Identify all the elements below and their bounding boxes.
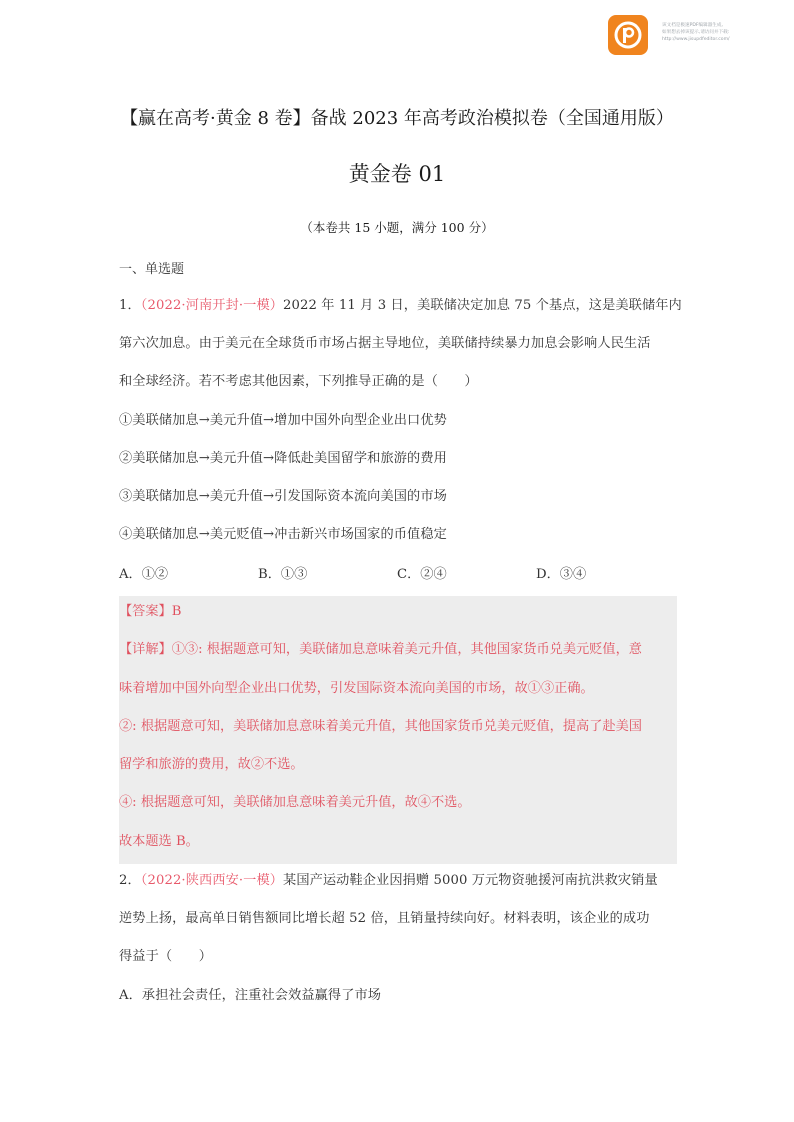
q1-explanation-2: 味着增加中国外向型企业出口优势，引发国际资本流向美国的市场，故①③正确。 bbox=[119, 681, 594, 696]
q2-line-1 bbox=[119, 869, 679, 888]
watermark-notice bbox=[662, 22, 782, 43]
q1-line-3: 和全球经济。若不考虑其他因素，下列推导正确的是（ ） bbox=[119, 374, 478, 389]
q1-conclusion: 故本题选 B。 bbox=[119, 834, 199, 849]
p-letter-icon bbox=[613, 20, 643, 50]
q1-statement-3: ③美联储加息→美元升值→引发国际资本流向美国的市场 bbox=[119, 489, 447, 504]
q1-explanation-3: ②: 根据题意可知，美联储加息意味着美元升值，其他国家货币兑美元贬值，提高了赴美国 bbox=[119, 719, 642, 734]
paper-scope: （本卷共 15 小题，满分 100 分） bbox=[300, 220, 494, 235]
watermark-line-1: 该文档是极速PDF编辑器生成, bbox=[662, 23, 723, 28]
watermark-line-2: 如果想去掉该提示,请访问并下载: bbox=[662, 30, 730, 35]
q1-statement-4: ④美联储加息→美元贬值→冲击新兴市场国家的币值稳定 bbox=[119, 527, 447, 542]
q1-line-1 bbox=[119, 294, 682, 313]
q1-source-tag: （2022·河南开封·一模） bbox=[140, 298, 284, 313]
document-subtitle: 黄金卷 01 bbox=[348, 162, 446, 186]
q1-answer: 【答案】B bbox=[119, 604, 182, 619]
pdf-editor-logo bbox=[608, 15, 648, 55]
q1-line-2: 第六次加息。由于美元在全球货币市场占据主导地位，美联储持续暴力加息会影响人民生活 bbox=[119, 336, 651, 351]
q2-line-3: 得益于（ ） bbox=[119, 949, 213, 964]
q1-option-a: A．①② bbox=[119, 567, 169, 582]
q1-statement-2: ②美联储加息→美元升值→降低赴美国留学和旅游的费用 bbox=[119, 451, 447, 466]
q2-text-1: 某国产运动鞋企业因捐赠 5000 万元物资驰援河南抗洪救灾销量 bbox=[283, 873, 658, 888]
q2-number: 2． bbox=[119, 873, 141, 888]
q1-explanation-4: 留学和旅游的费用，故②不选。 bbox=[119, 757, 304, 772]
q1-option-d: D．③④ bbox=[536, 567, 587, 582]
q1-option-b: B．①③ bbox=[258, 567, 308, 582]
document-title: 【赢在高考·黄金 8 卷】备战 2023 年高考政治模拟卷（全国通用版） bbox=[120, 108, 674, 129]
q2-line-2: 逆势上扬，最高单日销售额同比增长超 52 倍，且销量持续向好。材料表明，该企业的成功 bbox=[119, 911, 650, 926]
q2-option-a: A．承担社会责任，注重社会效益赢得了市场 bbox=[119, 988, 382, 1003]
q1-explanation-5: ④: 根据题意可知，美联储加息意味着美元升值，故④不选。 bbox=[119, 795, 471, 810]
q1-number: 1． bbox=[119, 298, 141, 313]
q1-statement-1: ①美联储加息→美元升值→增加中国外向型企业出口优势 bbox=[119, 413, 447, 428]
q1-explanation-1: 【详解】①③: 根据题意可知，美联储加息意味着美元升值，其他国家货币兑美元贬值，意 bbox=[119, 642, 642, 657]
q2-source-tag: （2022·陕西西安·一模） bbox=[140, 873, 284, 888]
section-heading: 一、单选题 bbox=[119, 262, 185, 277]
watermark-link[interactable]: http://www.jisupdfeditor.com/ bbox=[662, 37, 730, 42]
q1-text-1: 2022 年 11 月 3 日，美联储决定加息 75 个基点，这是美联储年内 bbox=[283, 298, 682, 313]
q1-option-c: C．②④ bbox=[397, 567, 447, 582]
